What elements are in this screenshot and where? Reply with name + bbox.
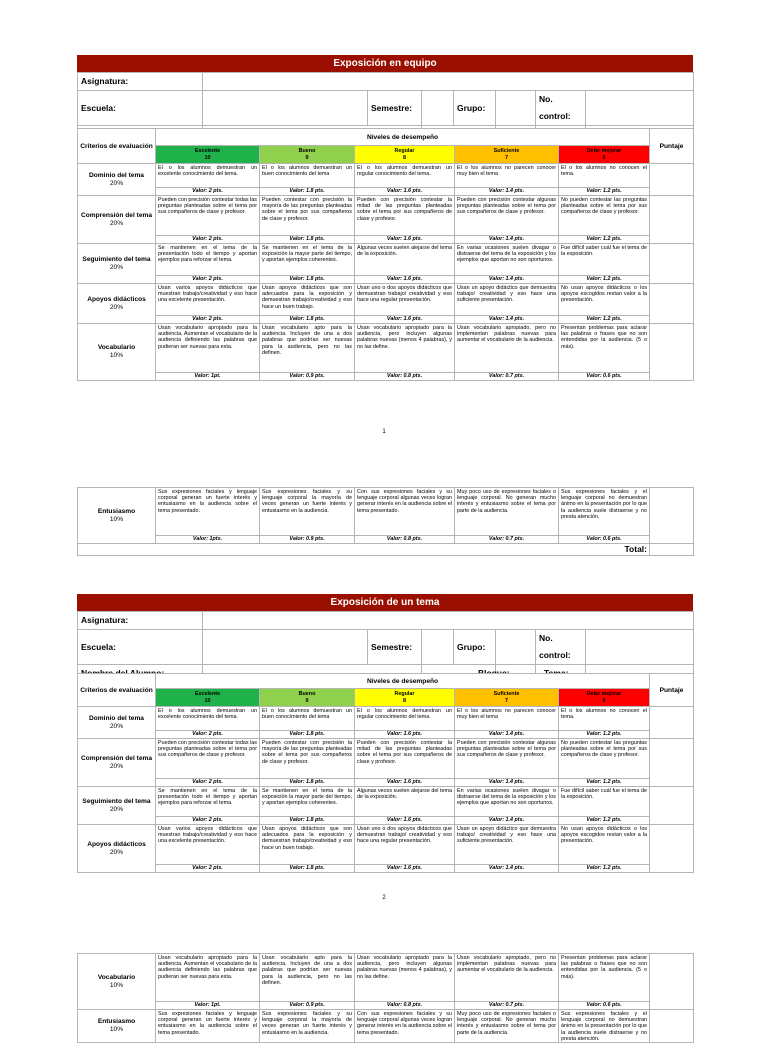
desc-cell: Pueden contestar con precisión la mayoría de las preguntas planteadas sobre el tema por sus compañeros de clase y profesor. <box>260 196 355 236</box>
value-cell: Valor: 0.6 pts. <box>559 1002 650 1010</box>
control-field[interactable] <box>586 630 694 665</box>
criterios-header: Criterios de evaluación <box>78 129 156 164</box>
criterion-name: Vocabulario <box>97 344 136 352</box>
puntaje-header: Puntaje <box>650 129 694 164</box>
value-cell: Valor: 1.8 pts. <box>260 731 355 739</box>
criterion-name: Entusiasmo <box>97 507 136 515</box>
level-name: Regular <box>394 148 415 155</box>
value-cell: Valor: 1.8 pts. <box>260 316 355 324</box>
criterion-dominio <box>78 164 156 196</box>
desc-cell: Se mantienen en el tema de la presentación todo el tiempo y aportan ejemplos para reforzar el tema. <box>156 787 260 817</box>
value-cell: Valor: 0.9 pts. <box>260 1002 355 1010</box>
puntaje-field[interactable] <box>650 324 694 381</box>
desc-cell: Sus expresiones faciales y su lenguaje corporal la mayoría de veces generan un fuerte interés y entusiasmo en la audiencia. <box>260 1010 355 1043</box>
grupo-label: Grupo: <box>454 91 496 126</box>
desc-cell: El o los alumnos no conocen el tema. <box>559 707 650 731</box>
desc-cell: Sus expresiones faciales y el lenguaje corporal no demuestran ánimo en la presentación por lo que la audiencia suele distraerse y no presta atención. <box>559 1010 650 1043</box>
value-cell: Valor: 1.6 pts. <box>355 188 455 196</box>
desc-cell: Usan vocabulario apropiado para la audiencia, pero incluyen algunas palabras nuevas (menos 4 palabras), y no las define. <box>355 324 455 373</box>
puntaje-field[interactable] <box>650 196 694 244</box>
desc-cell: El o los alumnos demuestran un buen conocimiento del tema <box>260 707 355 731</box>
criterion-weight: 10% <box>109 352 124 359</box>
value-cell: Valor: 1.2 pts. <box>559 865 650 873</box>
criterion-comprension <box>78 196 156 244</box>
desc-cell: Muy poco uso de expresiones faciales o lenguaje corporal. No generan mucho interés y entusiasmo sobre el tema por parte de la audiencia. <box>455 488 559 536</box>
value-cell: Valor: 1.8 pts. <box>260 276 355 284</box>
level-name: Bueno <box>298 691 316 698</box>
value-cell: Valor: 0.7 pts. <box>455 373 559 381</box>
desc-cell: El o los alumnos demuestran un regular conocimiento del tema. <box>355 707 455 731</box>
semestre-label: Semestre: <box>368 630 422 665</box>
value-cell: Valor: 1pts. <box>156 536 260 544</box>
desc-cell: Usan un apoyo didáctico que demuestra trabajo/ creatividad y eso hace una suficiente presentación. <box>455 284 559 316</box>
puntaje-field[interactable] <box>650 954 694 1010</box>
value-cell: Valor: 0.8 pts. <box>355 536 455 544</box>
criterion-apoyos <box>78 825 156 873</box>
criterion-weight: 20% <box>109 848 124 856</box>
desc-cell: El o los alumnos no conocen el tema. <box>559 164 650 188</box>
criterion-name: Seguimiento del tema <box>82 797 151 805</box>
criterion-vocabulario <box>78 954 156 1010</box>
level-regular <box>355 689 455 707</box>
puntaje-field[interactable] <box>650 825 694 873</box>
value-cell: Valor: 1.4 pts. <box>455 236 559 244</box>
desc-cell: Usan varios apoyos didácticos que muestran trabajo/creatividad y eso hace una excelente presentación. <box>156 284 260 316</box>
value-cell: Valor: 1.6 pts. <box>355 731 455 739</box>
criterion-weight: 20% <box>109 263 124 271</box>
desc-cell: No usan apoyos didácticos o los apoyos escogidos restan valor a la presentación. <box>559 284 650 316</box>
value-cell: Valor: 1.4 pts. <box>455 817 559 825</box>
value-cell: Valor: 1.4 pts. <box>455 316 559 324</box>
desc-cell: Pueden con precisión contestar todas las preguntas planteadas sobre el tema por sus compañeros de clase y profesor. <box>156 196 260 236</box>
criterion-vocabulario <box>78 324 156 381</box>
control-label: No. control: <box>536 91 586 126</box>
semestre-field[interactable] <box>422 91 454 126</box>
desc-cell: Muy poco uso de expresiones faciales o lenguaje corporal. No generan mucho interés y entusiasmo sobre el tema por parte de la audiencia. <box>455 1010 559 1043</box>
value-cell: Valor: 1.4 pts. <box>455 188 559 196</box>
desc-cell: Con sus expresiones faciales y su lenguaje corporal algunas veces logran generar interés en la audiencia sobre el tema presentado. <box>355 488 455 536</box>
level-name: Debe mejorar <box>586 148 622 155</box>
control-label: No. control: <box>536 630 586 665</box>
criterion-weight: 20% <box>109 722 124 730</box>
level-debe-mejorar <box>559 146 650 164</box>
page-number: 1 <box>382 429 386 435</box>
form-title: Exposición de un tema <box>77 594 693 611</box>
desc-cell: Pueden con precisión contestar la mitad de las preguntas planteadas sobre el tema por sus compañeros de clase y profesor. <box>355 739 455 779</box>
level-bueno <box>260 146 355 164</box>
desc-cell: El o los alumnos demuestran un regular conocimiento del tema. <box>355 164 455 188</box>
value-cell: Valor: 2 pts. <box>156 865 260 873</box>
value-cell: Valor: 1.2 pts. <box>559 188 650 196</box>
criterion-weight: 20% <box>109 219 124 227</box>
total-field[interactable] <box>650 544 694 556</box>
criterion-seguimiento <box>78 244 156 284</box>
desc-cell: Sus expresiones faciales y el lenguaje corporal no demuestran ánimo en la presentación por lo que la audiencia suele distraerse y no presta atención. <box>559 488 650 536</box>
grupo-field[interactable] <box>496 91 536 126</box>
value-cell: Valor: 0.6 pts. <box>559 536 650 544</box>
level-name: Excelente <box>194 148 221 155</box>
desc-cell: Fue difícil saber cuál fue el tema de la exposición. <box>559 244 650 276</box>
criterion-name: Comprensión del tema <box>80 754 153 762</box>
desc-cell: Se mantienen en el tema de la exposición la mayor parte del tiempo, y aportan ejemplos coherentes. <box>260 787 355 817</box>
value-cell: Valor: 2 pts. <box>156 276 260 284</box>
value-cell: Valor: 0.7 pts. <box>455 536 559 544</box>
value-cell: Valor: 1.4 pts. <box>455 779 559 787</box>
puntaje-field[interactable] <box>650 164 694 196</box>
grupo-field[interactable] <box>496 630 536 665</box>
desc-cell: Presentan problemas para aclarar las palabras o frases que no son entendidas por la audiencia. (5 o más). <box>559 954 650 1002</box>
level-score: 7 <box>505 697 508 704</box>
rubric-table <box>77 128 693 381</box>
criterion-entusiasmo <box>78 1010 156 1043</box>
level-score: 10 <box>204 697 211 704</box>
total-label: Total: <box>78 544 650 556</box>
level-score: 7 <box>505 154 508 161</box>
semestre-label: Semestre: <box>368 91 422 126</box>
desc-cell: El o los alumnos demuestran un excelente conocimiento del tema. <box>156 707 260 731</box>
value-cell: Valor: 1pt. <box>156 373 260 381</box>
criterion-weight: 10% <box>109 1026 124 1033</box>
criterion-weight: 20% <box>109 303 124 311</box>
desc-cell: Usan uno o dos apoyos didácticos que demuestran trabajo/ creatividad y eso hace una regular presentación. <box>355 284 455 316</box>
level-excelente <box>156 689 260 707</box>
criterion-name: Seguimiento del tema <box>82 255 151 263</box>
criterion-name: Dominio del tema <box>89 171 144 179</box>
value-cell: Valor: 1pt. <box>156 1002 260 1010</box>
puntaje-field[interactable] <box>650 787 694 825</box>
level-name: Suficiente <box>493 148 520 155</box>
desc-cell: Sus expresiones faciales y lenguaje corporal generan un fuerte interés y entusiasmo en la audiencia sobre el tema presentado. <box>156 1010 260 1043</box>
desc-cell: Pueden con precisión contestar todas las preguntas planteadas sobre el tema por sus compañeros de clase y profesor. <box>156 739 260 779</box>
puntaje-field[interactable] <box>650 707 694 739</box>
asignatura-label: Asignatura: <box>78 73 203 91</box>
asignatura-label: Asignatura: <box>78 612 203 630</box>
criterion-name: Apoyos didácticos <box>87 840 146 848</box>
escuela-label: Escuela: <box>78 630 203 665</box>
level-bueno <box>260 689 355 707</box>
value-cell: Valor: 1.2 pts. <box>559 316 650 324</box>
criterion-entusiasmo <box>78 488 156 544</box>
value-cell: Valor: 2 pts. <box>156 236 260 244</box>
escuela-field[interactable] <box>203 630 368 665</box>
level-name: Regular <box>394 691 415 698</box>
value-cell: Valor: 1.8 pts. <box>260 865 355 873</box>
value-cell: Valor: 1.6 pts. <box>355 236 455 244</box>
criterion-apoyos <box>78 284 156 324</box>
desc-cell: Se mantienen en el tema de la presentación todo el tiempo y aportan ejemplos para reforzar el tema. <box>156 244 260 276</box>
level-debe-mejorar <box>559 689 650 707</box>
desc-cell: Usan un apoyo didáctico que demuestra trabajo/ creatividad y eso hace una suficiente presentación. <box>455 825 559 865</box>
value-cell: Valor: 1.8 pts. <box>260 779 355 787</box>
value-cell: Valor: 1.2 pts. <box>559 817 650 825</box>
semestre-field[interactable] <box>422 630 454 665</box>
level-score: 6 <box>602 154 606 161</box>
criterios-header: Criterios de evaluación <box>78 674 156 707</box>
level-regular <box>355 146 455 164</box>
asignatura-field[interactable] <box>203 612 694 630</box>
desc-cell: No pueden contestar las preguntas planteadas sobre el tema por sus compañeros de clase y profesor. <box>559 196 650 236</box>
level-excelente <box>156 146 260 164</box>
value-cell: Valor: 1.6 pts. <box>355 779 455 787</box>
level-score: 10 <box>204 154 211 161</box>
desc-cell: Usan vocabulario apropiado para la audiencia. Aumentan el vocabulario de la audiencia definiendo las palabras que pudieran ser nuevas para esta. <box>156 324 260 373</box>
rubric-table-continued <box>77 487 693 556</box>
level-name: Suficiente <box>493 691 520 698</box>
desc-cell: Algunas veces suelen alejarse del tema de la exposición. <box>355 787 455 817</box>
grupo-label: Grupo: <box>454 630 496 665</box>
value-cell: Valor: 1.6 pts. <box>355 316 455 324</box>
desc-cell: Sus expresiones faciales y su lenguaje corporal la mayoría de veces generan un fuerte interés y entusiasmo en la audiencia. <box>260 488 355 536</box>
level-name: Excelente <box>194 691 221 698</box>
form-title: Exposición en equipo <box>77 55 693 72</box>
criterion-weight: 20% <box>109 179 124 187</box>
level-score: 9 <box>305 697 309 704</box>
puntaje-field[interactable] <box>650 284 694 324</box>
criterion-weight: 20% <box>109 805 124 813</box>
value-cell: Valor: 0.8 pts. <box>355 1002 455 1010</box>
desc-cell: Usan vocabulario apropiado para la audiencia. Aumentan el vocabulario de la audiencia definiendo las palabras que pudieran ser nuevas para esta. <box>156 954 260 1002</box>
puntaje-header: Puntaje <box>650 674 694 707</box>
niveles-header: Niveles de desempeño <box>156 129 650 146</box>
value-cell: Valor: 0.6 pts. <box>559 373 650 381</box>
desc-cell: Usan uno o dos apoyos didácticos que demuestran trabajo/ creatividad y eso hace una regular presentación. <box>355 825 455 865</box>
desc-cell: No pueden contestar las preguntas planteadas sobre el tema por sus compañeros de clase y profesor. <box>559 739 650 779</box>
desc-cell: Pueden contestar con precisión la mayoría de las preguntas planteadas sobre el tema por sus compañeros de clase y profesor. <box>260 739 355 779</box>
desc-cell: Algunas veces suelen alejarse del tema de la exposición. <box>355 244 455 276</box>
level-score: 6 <box>602 697 606 704</box>
level-suficiente <box>455 689 559 707</box>
escuela-label: Escuela: <box>78 91 203 126</box>
desc-cell: Usan vocabulario apto para la audiencia. Incluyen de una a dos palabras que podrían ser nuevas para la audiencia, pero no las definen. <box>260 324 355 373</box>
value-cell: Valor: 1.8 pts. <box>260 188 355 196</box>
niveles-header: Niveles de desempeño <box>156 674 650 689</box>
desc-cell: Presentan problemas para aclarar las palabras o frases que no son entendidas por la audiencia. (5 o más). <box>559 324 650 373</box>
rubric-table-continued <box>77 953 693 1043</box>
desc-cell: Usan vocabulario apropiado para la audiencia, pero incluyen algunas palabras nuevas (menos 4 palabras), y no las define. <box>355 954 455 1002</box>
value-cell: Valor: 2 pts. <box>156 731 260 739</box>
puntaje-field[interactable] <box>650 1010 694 1043</box>
desc-cell: Se mantienen en el tema de la exposición la mayor parte del tiempo, y aportan ejemplos coherentes. <box>260 244 355 276</box>
value-cell: Valor: 2 pts. <box>156 316 260 324</box>
desc-cell: Sus expresiones faciales y lenguaje corporal generan un fuerte interés y entusiasmo en la audiencia sobre el tema presentado. <box>156 488 260 536</box>
desc-cell: Usan vocabulario apto para la audiencia. Incluyen de una a dos palabras que podrían ser nuevas para la audiencia, pero no las definen. <box>260 954 355 1002</box>
value-cell: Valor: 2 pts. <box>156 779 260 787</box>
level-score: 9 <box>305 154 309 161</box>
desc-cell: Usan vocabulario apropiado, pero no implementan palabras nuevas para aumentar el vocabulario de la audiencia. <box>455 324 559 373</box>
puntaje-field[interactable] <box>650 488 694 544</box>
desc-cell: Pueden con precisión contestar algunas preguntas planteadas sobre el tema por sus compañeros de clase y profesor. <box>455 196 559 236</box>
criterion-weight: 20% <box>109 762 124 770</box>
criterion-seguimiento <box>78 787 156 825</box>
criterion-weight: 10% <box>109 515 124 523</box>
level-score: 8 <box>403 154 406 161</box>
criterion-name: Apoyos didácticos <box>87 295 146 303</box>
desc-cell: Pueden con precisión contestar algunas preguntas planteadas sobre el tema por sus compañeros de clase y profesor. <box>455 739 559 779</box>
criterion-name: Dominio del tema <box>89 714 144 722</box>
value-cell: Valor: 1.8 pts. <box>260 817 355 825</box>
level-score: 8 <box>403 697 406 704</box>
puntaje-field[interactable] <box>650 739 694 787</box>
criterion-comprension <box>78 739 156 787</box>
value-cell: Valor: 1.2 pts. <box>559 779 650 787</box>
criterion-dominio <box>78 707 156 739</box>
desc-cell: En varias ocasiones suelen divagar o distraerse del tema de la exposición y los ejemplos que aportan no son oportunos. <box>455 787 559 817</box>
desc-cell: Con sus expresiones faciales y su lenguaje corporal algunas veces logran generar interés en la audiencia sobre el tema presentado. <box>355 1010 455 1043</box>
desc-cell: En varias ocasiones suelen divagar o distraerse del tema de la exposición y los ejemplos que aportan no son oportunos. <box>455 244 559 276</box>
criterion-weight: 10% <box>109 981 124 989</box>
desc-cell: El o los alumnos no parecen conocer muy bien el tema <box>455 164 559 188</box>
desc-cell: No usan apoyos didácticos o los apoyos escogidos restan valor a la presentación. <box>559 825 650 865</box>
criterion-name: Entusiasmo <box>97 1018 136 1026</box>
value-cell: Valor: 1.4 pts. <box>455 731 559 739</box>
level-name: Bueno <box>298 148 316 155</box>
desc-cell: Usan varios apoyos didácticos que muestran trabajo/creatividad y eso hace una excelente presentación. <box>156 825 260 865</box>
value-cell: Valor: 2 pts. <box>156 188 260 196</box>
desc-cell: Pueden con precisión contestar la mitad de las preguntas planteadas sobre el tema por sus compañeros de clase y profesor. <box>355 196 455 236</box>
rubric-table <box>77 673 693 873</box>
criterion-name: Comprensión del tema <box>80 211 153 219</box>
value-cell: Valor: 1.6 pts. <box>355 865 455 873</box>
value-cell: Valor: 1.4 pts. <box>455 276 559 284</box>
escuela-field[interactable] <box>203 91 368 126</box>
desc-cell: Usan apoyos didácticos que son adecuados para la exposición y demuestran trabajo/creatividad y eso hace un buen trabajo. <box>260 284 355 316</box>
value-cell: Valor: 0.9 pts. <box>260 536 355 544</box>
desc-cell: Usan vocabulario apropiado, pero no implementan palabras nuevas para aumentar el vocabulario de la audiencia. <box>455 954 559 1002</box>
value-cell: Valor: 1.2 pts. <box>559 276 650 284</box>
desc-cell: Usan apoyos didácticos que son adecuados para la exposición y demuestran trabajo/creatividad y eso hace un buen trabajo. <box>260 825 355 865</box>
page-number: 2 <box>382 895 386 901</box>
criterion-name: Vocabulario <box>97 973 136 981</box>
asignatura-field[interactable] <box>203 73 694 91</box>
level-suficiente <box>455 146 559 164</box>
puntaje-field[interactable] <box>650 244 694 284</box>
value-cell: Valor: 1.2 pts. <box>559 731 650 739</box>
value-cell: Valor: 0.8 pts. <box>355 373 455 381</box>
desc-cell: El o los alumnos demuestran un buen conocimiento del tema <box>260 164 355 188</box>
desc-cell: El o los alumnos no parecen conocer muy bien el tema <box>455 707 559 731</box>
desc-cell: El o los alumnos demuestran un excelente conocimiento del tema. <box>156 164 260 188</box>
value-cell: Valor: 0.9 pts. <box>260 373 355 381</box>
value-cell: Valor: 1.6 pts. <box>355 276 455 284</box>
level-name: Debe mejorar <box>586 691 622 698</box>
value-cell: Valor: 1.8 pts. <box>260 236 355 244</box>
value-cell: Valor: 1.6 pts. <box>355 817 455 825</box>
control-field[interactable] <box>586 91 694 126</box>
desc-cell: Fue difícil saber cuál fue el tema de la exposición. <box>559 787 650 817</box>
value-cell: Valor: 2 pts. <box>156 817 260 825</box>
value-cell: Valor: 1.4 pts. <box>455 865 559 873</box>
value-cell: Valor: 0.7 pts. <box>455 1002 559 1010</box>
value-cell: Valor: 1.2 pts. <box>559 236 650 244</box>
